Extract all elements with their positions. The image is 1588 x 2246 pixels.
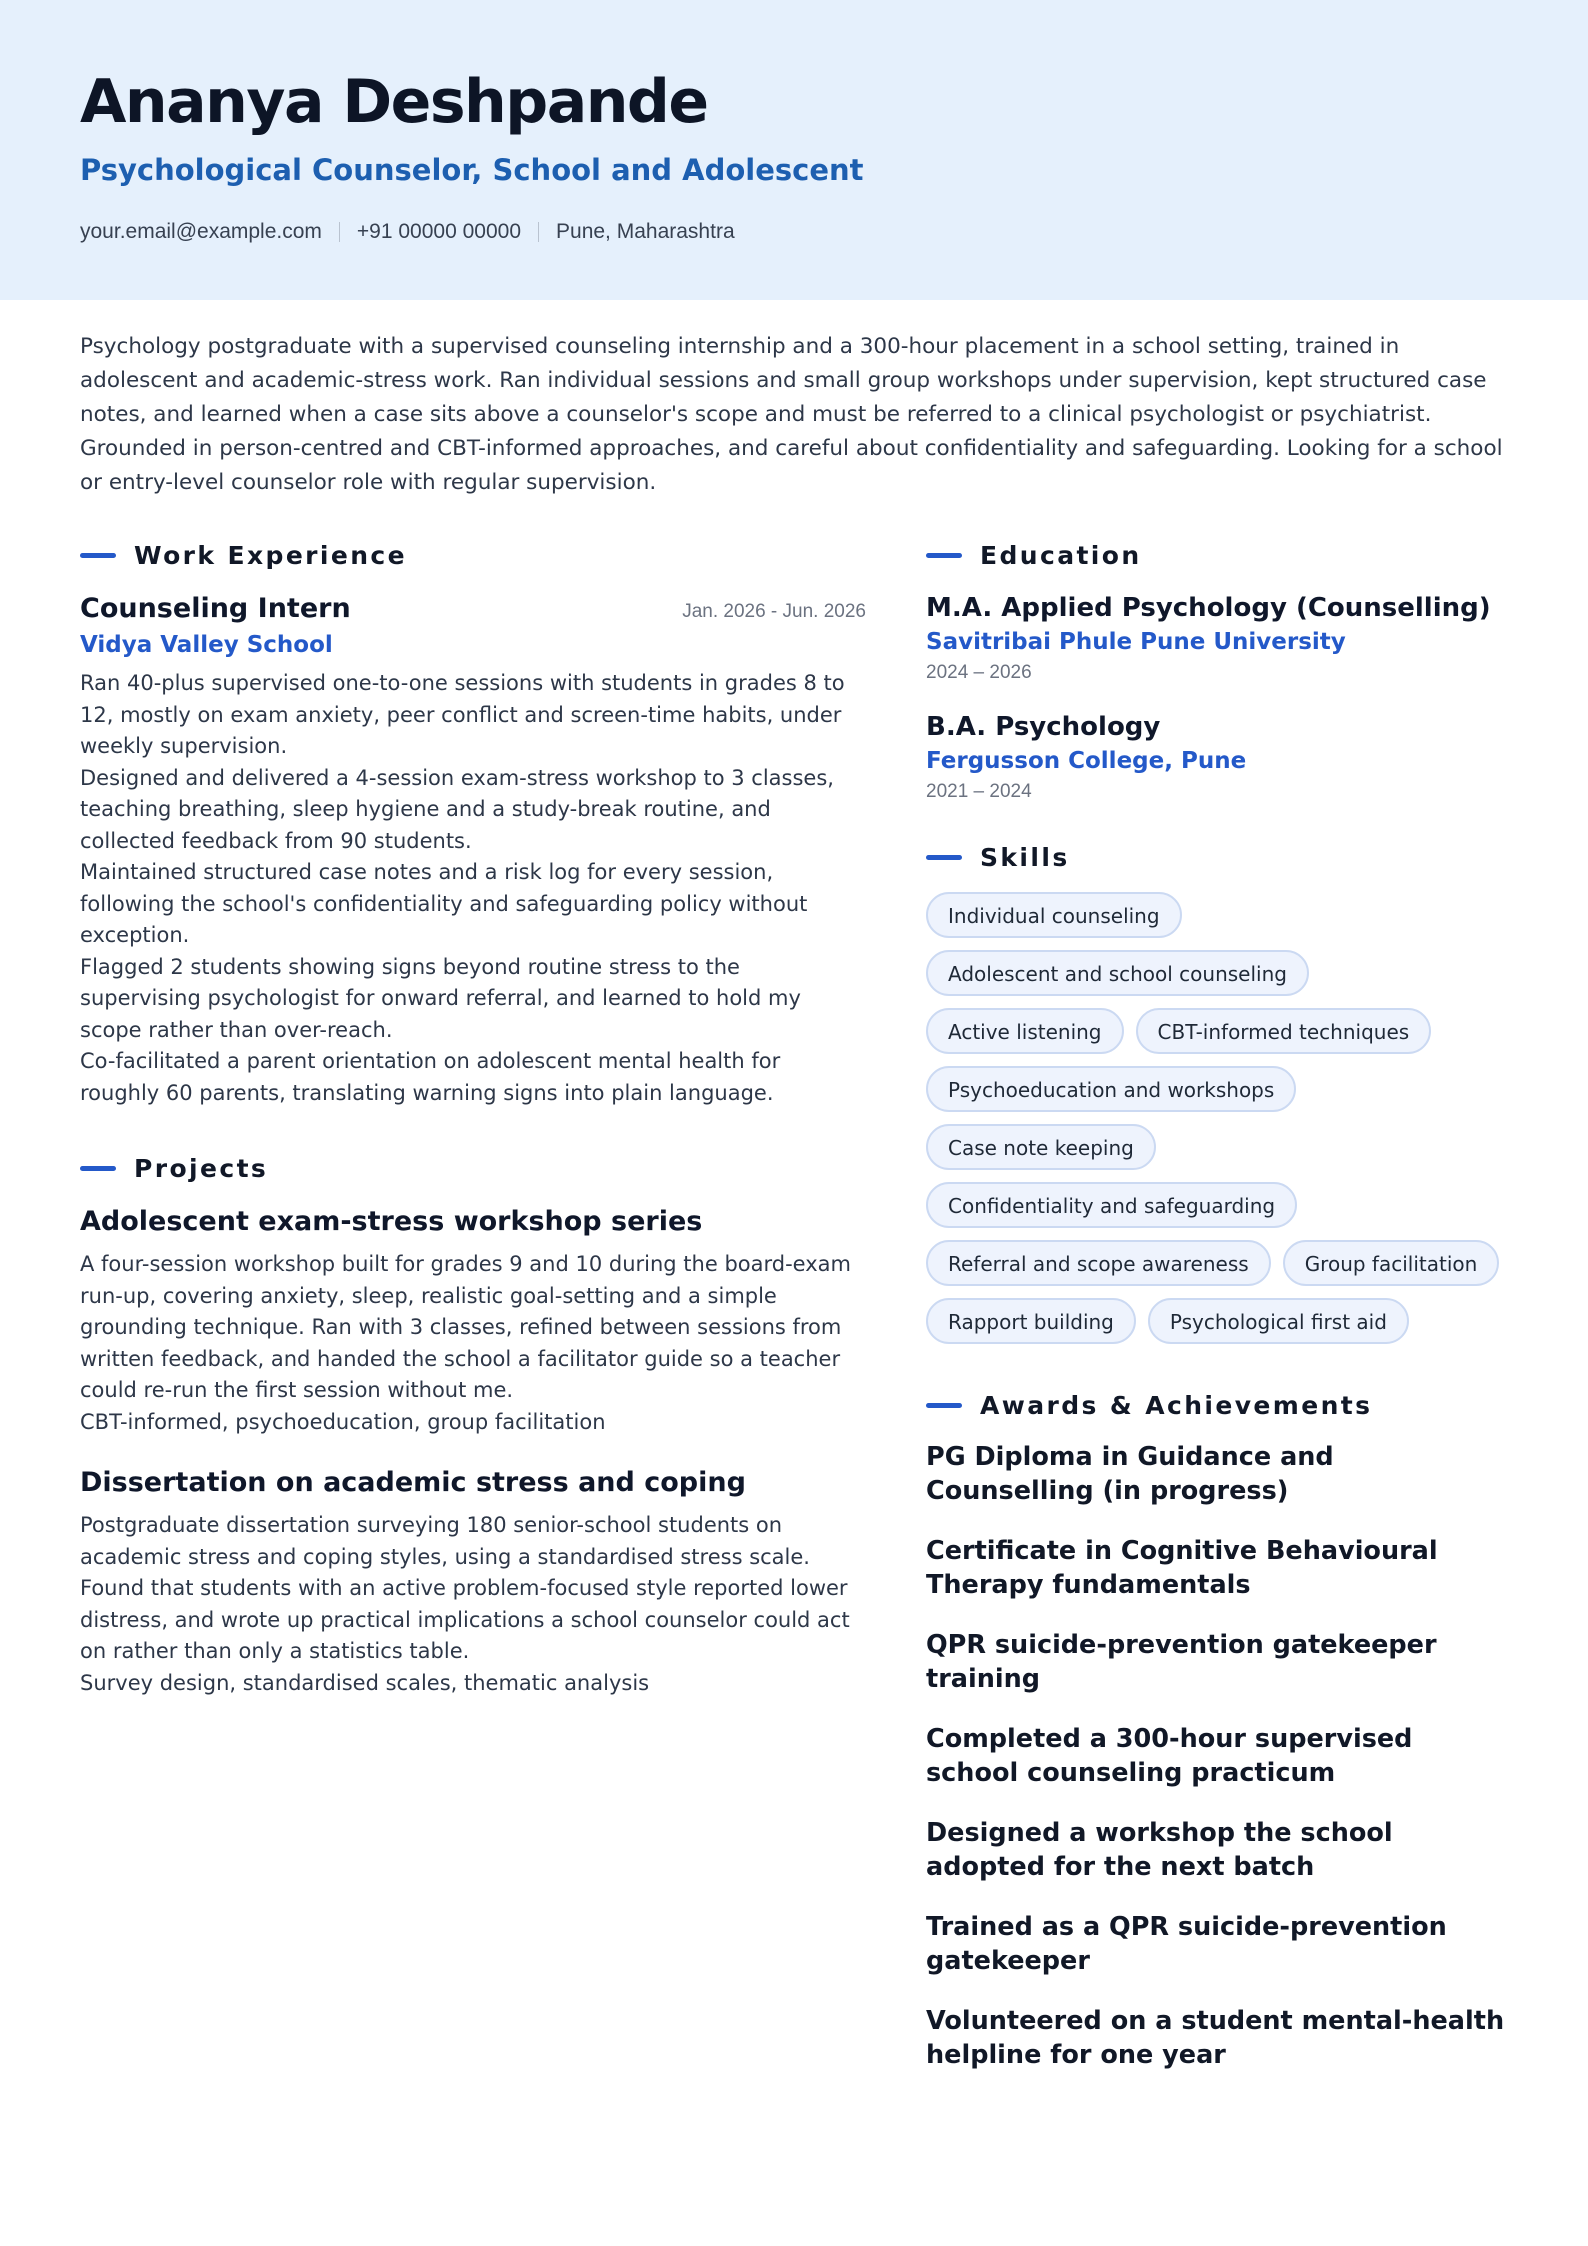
section-accent-bar bbox=[80, 553, 116, 558]
section-heading-skills bbox=[926, 842, 1506, 872]
award-item: Volunteered on a student mental-health helpline for one year bbox=[926, 2006, 1505, 2070]
section-title: Skills bbox=[980, 842, 1070, 872]
section-title: Work Experience bbox=[134, 540, 407, 570]
job-bullet: Co-facilitated a parent orientation on adolescent mental health for roughly 60 parents, translating warning signs into plain language. bbox=[80, 1049, 781, 1105]
project-description: A four-session workshop built for grades 9 and 10 during the board-exam run-up, covering anxiety, sleep, realistic goal-setting and a simple grounding technique. Ran with 3 classes, refined between sessions from written feedback, and handed the school a facilitator guide so a teacher could re-run the first session without me. bbox=[80, 1252, 851, 1402]
job-bullet: Maintained structured case notes and a risk log for every session, following the school's confidentiality and safeguarding policy without exception. bbox=[80, 860, 808, 947]
skill-chip: Referral and scope awareness bbox=[926, 1240, 1271, 1286]
section-accent-bar bbox=[926, 855, 962, 860]
award-item: PG Diploma in Guidance and Counselling (in progress) bbox=[926, 1442, 1334, 1506]
education-entry bbox=[926, 709, 1506, 806]
job-entry bbox=[80, 590, 866, 1109]
education-degree: B.A. Psychology bbox=[926, 712, 1161, 742]
job-title: Counseling Intern bbox=[80, 593, 351, 624]
job-bullet: Flagged 2 students showing signs beyond routine stress to the supervising psychologist for onward referral, and learned to hold my scope rather than over-reach. bbox=[80, 954, 801, 1042]
section-accent-bar bbox=[926, 553, 962, 558]
contact-email[interactable]: your.email@example.com bbox=[80, 220, 322, 243]
contact-divider bbox=[339, 222, 340, 242]
section-heading-projects bbox=[80, 1153, 866, 1183]
section-accent-bar bbox=[80, 1166, 116, 1171]
award-item: Completed a 300-hour supervised school counseling practicum bbox=[926, 1724, 1413, 1788]
project-tags: Survey design, standardised scales, thematic analysis bbox=[80, 1670, 650, 1695]
job-organization: Vidya Valley School bbox=[80, 632, 333, 658]
contact-divider bbox=[538, 222, 539, 242]
project-description: Postgraduate dissertation surveying 180 senior-school students on academic stress and coping styles, using a standardised stress scale. Found that students with an active problem-focused style reported lower distress, and wrote up practical implications a school counselor could act on rather than only a statistics table. bbox=[80, 1513, 850, 1663]
education-years: 2024 – 2026 bbox=[926, 662, 1032, 683]
skill-chip: Individual counseling bbox=[926, 892, 1182, 938]
job-dates: Jan. 2026 - Jun. 2026 bbox=[682, 601, 866, 622]
education-school: Fergusson College, Pune bbox=[926, 748, 1247, 774]
candidate-role: Psychological Counselor, School and Adolescent bbox=[80, 153, 864, 187]
candidate-name: Ananya Deshpande bbox=[80, 67, 708, 137]
job-bullet: Designed and delivered a 4-session exam-stress workshop to 3 classes, teaching breathing, sleep hygiene and a study-break routine, and collected feedback from 90 students. bbox=[80, 765, 834, 853]
project-title: Adolescent exam-stress workshop series bbox=[80, 1206, 703, 1237]
education-entry bbox=[926, 590, 1506, 687]
project-title: Dissertation on academic stress and coping bbox=[80, 1467, 746, 1498]
award-item: QPR suicide-prevention gatekeeper training bbox=[926, 1630, 1437, 1694]
section-heading-education bbox=[926, 540, 1506, 570]
section-title: Awards & Achievements bbox=[980, 1390, 1373, 1420]
education-degree: M.A. Applied Psychology (Counselling) bbox=[926, 593, 1491, 623]
summary-paragraph: Psychology postgraduate with a supervised counseling internship and a 300-hour placement in a school setting, trained in adolescent and academic-stress work. Ran individual sessions and small group workshops under supervision, kept structured case notes, and learned when a case sits above a counselor's scope and must be referred to a clinical psychologist or psychiatrist. Grounded in person-centred and CBT-informed approaches, and careful about confidentiality and safeguarding. Looking for a school or entry-level counselor role with regular supervision. bbox=[80, 334, 1503, 495]
section-title: Projects bbox=[134, 1153, 269, 1183]
project-entry bbox=[80, 1464, 866, 1699]
skill-chip: Psychoeducation and workshops bbox=[926, 1066, 1296, 1112]
contact-line bbox=[80, 220, 1508, 244]
contact-location: Pune, Maharashtra bbox=[556, 220, 735, 243]
award-item: Certificate in Cognitive Behavioural Therapy fundamentals bbox=[926, 1536, 1438, 1600]
skill-chip: Rapport building bbox=[926, 1298, 1136, 1344]
skill-chip: Group facilitation bbox=[1283, 1240, 1500, 1286]
award-item: Trained as a QPR suicide-prevention gatekeeper bbox=[926, 1912, 1447, 1976]
two-column-body bbox=[0, 540, 1588, 2098]
education-years: 2021 – 2024 bbox=[926, 781, 1032, 802]
contact-phone[interactable]: +91 00000 00000 bbox=[356, 220, 522, 243]
section-title: Education bbox=[980, 540, 1142, 570]
skill-chip: Adolescent and school counseling bbox=[926, 950, 1309, 996]
section-accent-bar bbox=[926, 1403, 962, 1408]
project-tags: CBT-informed, psychoeducation, group facilitation bbox=[80, 1409, 606, 1434]
section-heading-work bbox=[80, 540, 866, 570]
section-heading-awards bbox=[926, 1390, 1506, 1420]
job-bullet: Ran 40-plus supervised one-to-one sessions with students in grades 8 to 12, mostly on exam anxiety, peer conflict and screen-time habits, under weekly supervision. bbox=[80, 671, 845, 758]
skills-list bbox=[926, 892, 1516, 1344]
skill-chip: CBT-informed techniques bbox=[1136, 1008, 1432, 1054]
skill-chip: Case note keeping bbox=[926, 1124, 1156, 1170]
right-column bbox=[926, 540, 1506, 2098]
awards-list bbox=[926, 1440, 1506, 2072]
award-item: Designed a workshop the school adopted for the next batch bbox=[926, 1818, 1393, 1882]
project-entry bbox=[80, 1203, 866, 1438]
skill-chip: Active listening bbox=[926, 1008, 1124, 1054]
left-column bbox=[80, 540, 866, 2098]
skill-chip: Psychological first aid bbox=[1148, 1298, 1409, 1344]
skill-chip: Confidentiality and safeguarding bbox=[926, 1182, 1297, 1228]
resume-header bbox=[0, 0, 1588, 300]
education-school: Savitribai Phule Pune University bbox=[926, 629, 1346, 655]
